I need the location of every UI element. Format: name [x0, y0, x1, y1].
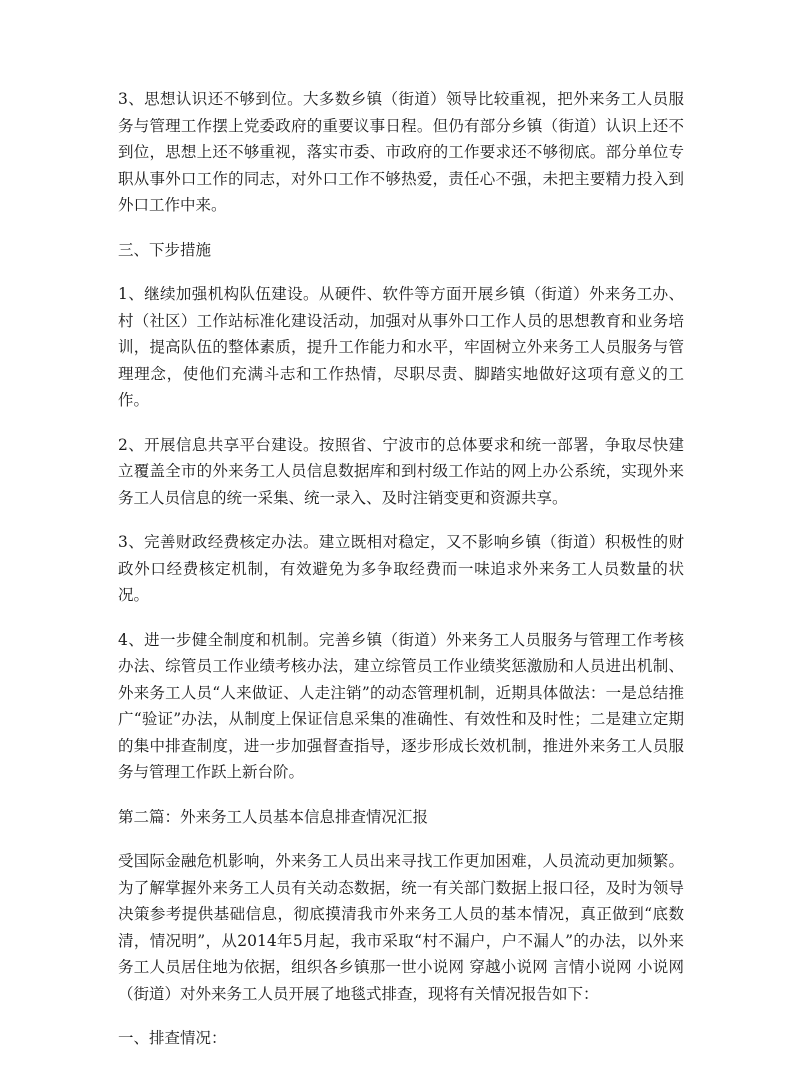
section-heading-next-steps: 三、下步措施 [118, 240, 212, 259]
document-page [118, 86, 684, 1070]
section-heading-inspection: 一、排查情况： [118, 1029, 227, 1047]
paragraph-measure-1: 1、继续加强机构队伍建设。从硬件、软件等方面开展乡镇（街道）外来务工办、村（社区）工作站标准化建设活动，加强对从事外口工作人员的思想教育和业务培训，提高队伍的整体素质，提升工作能力和水平，牢固树立外来务工人员服务与管理理念，使他们充满斗志和工作热情，尽职尽责、脚踏实地做好这项有意义的工作。 [118, 285, 684, 409]
chapter-title-part-two: 第二篇：外来务工人员基本信息排查情况汇报 [118, 807, 429, 826]
paragraph-intro-part-two: 受国际金融危机影响，外来务工人员出来寻找工作更加困难，人员流动更加频繁。为了解掌握外来务工人员有关动态数据，统一有关部门数据上报口径，及时为领导决策参考提供基础信息，彻底摸清我市外来务工人员的基本情况，真正做到“底数清，情况明”，从2014年5月起，我市采取“村不漏户，户不漏人”的办法，以外来务工人员居住地为依据，组织各乡镇那一世小说网 穿越小说网 言情小说网 小说网（街道）对外来务工人员开展了地毯式排查，现将有关情况报告如下： [118, 852, 684, 1003]
paragraph-measure-3: 3、完善财政经费核定办法。建立既相对稳定，又不影响乡镇（街道）积极性的财政外口经费核定机制，有效避免为多争取经费而一味追求外来务工人员数量的状况。 [118, 533, 684, 604]
paragraph-measure-2: 2、开展信息共享平台建设。按照省、宁波市的总体要求和统一部署，争取尽快建立覆盖全市的外来务工人员信息数据库和到村级工作站的网上办公系统，实现外来务工人员信息的统一采集、统一录入、及时注销变更和资源共享。 [118, 435, 684, 507]
paragraph-measure-4: 4、进一步健全制度和机制。完善乡镇（街道）外来务工人员服务与管理工作考核办法、综管员工作业绩考核办法，建立综管员工作业绩奖惩激励和人员进出机制、外来务工人员“人来做证、人走注销”的动态管理机制，近期具体做法：一是总结推广“验证”办法，从制度上保证信息采集的准确性、有效性和及时性；二是建立定期的集中排查制度，进一步加强督查指导，逐步形成长效机制，推进外来务工人员服务与管理工作跃上新台阶。 [118, 630, 684, 781]
paragraph-point-3-awareness: 3、思想认识还不够到位。大多数乡镇（街道）领导比较重视，把外来务工人员服务与管理工作摆上党委政府的重要议事日程。但仍有部分乡镇（街道）认识上还不到位，思想上还不够重视，落实市委、市政府的工作要求还不够彻底。部分单位专职从事外口工作的同志，对外口工作不够热爱，责任心不强，未把主要精力投入到外口工作中来。 [118, 90, 684, 214]
